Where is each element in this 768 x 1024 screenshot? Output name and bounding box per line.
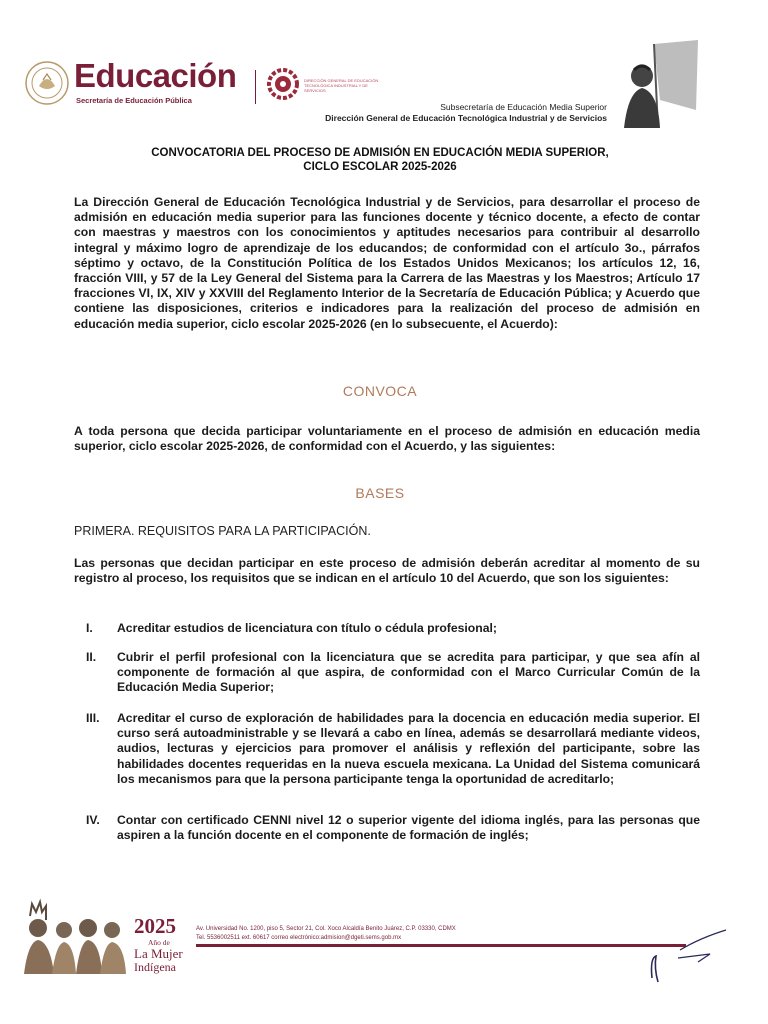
year-logo-sub2: La Mujer bbox=[134, 946, 183, 961]
primera-section-heading: PRIMERA. REQUISITOS PARA LA PARTICIPACIÓN. bbox=[74, 524, 371, 538]
requirement-number: IV. bbox=[86, 813, 100, 827]
bases-heading: BASES bbox=[355, 485, 405, 501]
footer-bar bbox=[196, 944, 686, 947]
requirement-text: Acreditar el curso de exploración de habilidades para la docencia en educación media superior. El curso será autoadministrable y se llevará a cabo en línea, además se desarrollará mediante videos, audios, lecturas y ejercicios para promover el análisis y reflexión del participante, sobre las habilidades docentes requeridas en la nueva escuela mexicana. La Unidad del Sistema comunicará los mecanismos para que la persona participante tenga la oportunidad de acreditarlo; bbox=[117, 711, 700, 786]
direccion-general-label: Dirección General de Educación Tecnológica Industrial y de Servicios bbox=[325, 113, 607, 123]
year-logo-sub3: Indígena bbox=[134, 960, 176, 974]
requirement-text: Acreditar estudios de licenciatura con título o cédula profesional; bbox=[117, 621, 497, 635]
intro-paragraph: La Dirección General de Educación Tecnológica Industrial y de Servicios, para desarrollar el proceso de admisión en educación media superior para las funciones docente y técnico docente, a efecto de contar con maestras y maestros con los conocimientos y aptitudes necesarios para contribuir al desarrollo integral y máximo logro de aprendizaje de los educandos; de conformidad con el artículo 3o., párrafos séptimo y octavo, de la Constitución Política de los Estados Unidos Mexicanos; los artículos 12, 16, fracción VIII, y 57 de la Ley General del Sistema para la Carrera de las Maestras y los Maestros; Artículo 17 fracciones VI, IX, XIV y XXVIII del Reglamento Interior de la Secretaría de Educación Pública; y Acuerdo que contiene las disposiciones, criterios e indicadores para la realización del proceso de admisión en educación media superior, ciclo escolar 2025-2026 (en lo subsecuente, el Acuerdo): bbox=[74, 195, 700, 331]
requirement-number: III. bbox=[86, 711, 100, 725]
footer-contact: Tel. 5536002511 ext. 60617 correo electrónico:admision@dgeti.sems.gob.mx bbox=[196, 935, 402, 941]
handwritten-signature bbox=[640, 928, 730, 986]
subsecretaria-label: Subsecretaría de Educación Media Superior bbox=[440, 102, 607, 112]
requirement-number: II. bbox=[86, 650, 97, 664]
mexico-seal-icon bbox=[24, 60, 70, 106]
requirement-text: Contar con certificado CENNI nivel 12 o superior vigente del idioma inglés, para las personas que aspiren a la función docente en el componente de formación de inglés; bbox=[117, 813, 700, 843]
brand-logo-text: Educación bbox=[74, 57, 237, 94]
document-title-line2: CICLO ESCOLAR 2025-2026 bbox=[303, 161, 457, 173]
primera-paragraph: Las personas que decidan participar en este proceso de admisión deberán acreditar al momento de su registro al proceso, los requisitos que se indican en el artículo 10 del Acuerdo, que son los siguientes: bbox=[74, 556, 700, 586]
footer-address: Av. Universidad No. 1200, piso 5, Sector 21, Col. Xoco Alcaldía Benito Juárez, C.P. 03330, CDMX bbox=[196, 926, 456, 932]
convoca-heading: CONVOCA bbox=[342, 383, 418, 399]
year-2025-logo: 2025 bbox=[134, 914, 176, 938]
requirement-number: I. bbox=[86, 621, 93, 635]
woman-flag-illustration bbox=[614, 40, 700, 128]
convoca-paragraph: A toda persona que decida participar voluntariamente en el proceso de admisión en educación media superior, ciclo escolar 2025-2026, de conformidad con el Acuerdo, y las siguientes: bbox=[74, 424, 700, 454]
dgeti-gear-logo-icon bbox=[266, 64, 300, 104]
brand-subtitle: Secretaría de Educación Pública bbox=[76, 96, 192, 105]
header-divider bbox=[255, 70, 256, 104]
indigenous-women-illustration bbox=[18, 898, 130, 974]
document-title-line1: CONVOCATORIA DEL PROCESO DE ADMISIÓN EN EDUCACIÓN MEDIA SUPERIOR, bbox=[151, 147, 609, 159]
requirement-text: Cubrir el perfil profesional con la licenciatura que se acredita para participar, y que sea afín al componente de formación al que aspira, de conformidad con el Marco Curricular Común de la Educación Media Superior; bbox=[117, 650, 700, 695]
dgeti-logo-text: DIRECCIÓN GENERAL DE EDUCACIÓN TECNOLÓGICA INDUSTRIAL Y DE SERVICIOS bbox=[304, 78, 379, 93]
year-logo-sub1: Año de bbox=[148, 938, 170, 947]
